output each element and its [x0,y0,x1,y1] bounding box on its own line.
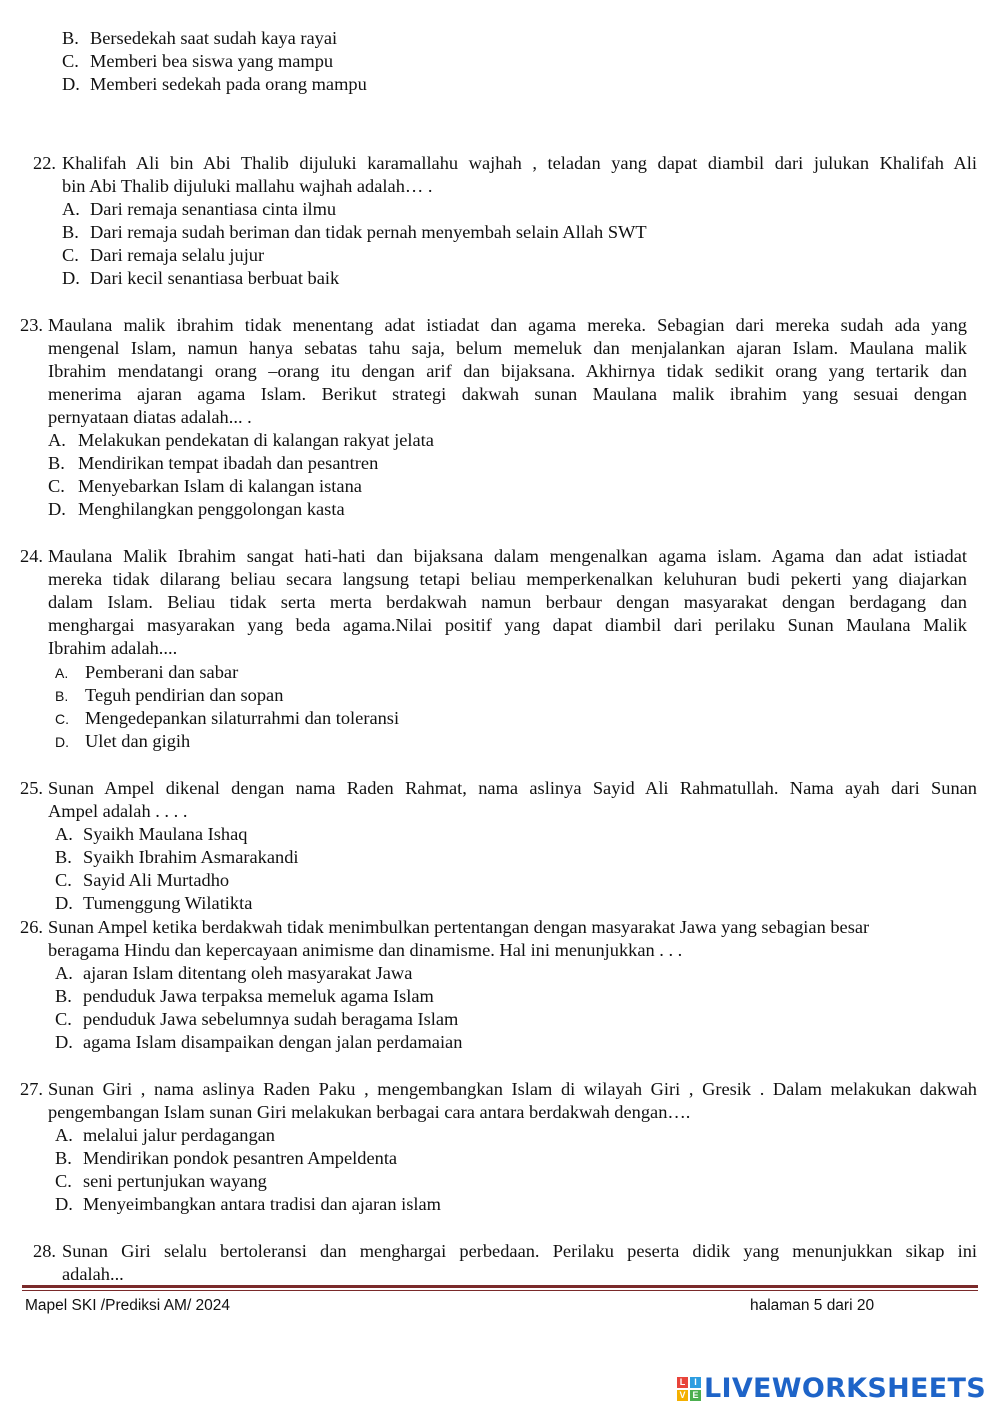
question-27-number: 27. [20,1079,43,1099]
question-24-text-line-4: menghargai masyarakan yang beda agama.Nilai positif yang dapat diambil dari perilaku Sunan Maulana Malik [48,615,967,635]
question-27-option-a[interactable] [55,1124,275,1147]
question-22-text-line-2: bin Abi Thalib dijuluki mallahu wajhah adalah… . [62,176,433,196]
question-25-text-line-2: Ampel adalah . . . . [48,801,188,821]
option-letter: C. [55,870,72,890]
question-22-option-a[interactable] [62,198,336,221]
option-text: Syaikh Ibrahim Asmarakandi [83,847,299,867]
question-23-text-line-4: menerima ajaran agama Islam. Berikut strategi dakwah sunan Maulana malik ibrahim yang sesuai dengan [48,384,967,404]
footer-divider-thick [22,1285,978,1288]
option-text: Menyebarkan Islam di kalangan istana [78,476,362,496]
option-text: Syaikh Maulana Ishaq [83,824,248,844]
question-22-text-line-1: Khalifah Ali bin Abi Thalib dijuluki karamallahu wajhah , teladan yang dapat diambil dari julukan Khalifah Ali [62,153,977,173]
question-23-text-line-3: Ibrahim mendatangi orang –orang itu dengan arif dan bijaksana. Akhirnya tidak sedikit orang yang tertarik dan [48,361,967,381]
option-letter: B. [55,688,69,704]
option-text: Teguh pendirian dan sopan [85,685,284,705]
footer-subject: Mapel SKI /Prediksi AM/ 2024 [25,1297,231,1314]
question-27-option-d[interactable] [55,1193,441,1216]
option-letter: B. [62,222,79,242]
question-23-option-a[interactable] [48,429,434,452]
option-letter: A. [55,665,69,681]
option-letter: D. [55,1032,73,1052]
question-26-text-line-1: Sunan Ampel ketika berdakwah tidak menimbulkan pertentangan dengan masyarakat Jawa yang sebagian besar [48,917,870,937]
question-26-option-a[interactable] [55,962,412,985]
option-letter: B. [55,986,72,1006]
question-28-text-line-1: Sunan Giri selalu bertoleransi dan menghargai perbedaan. Perilaku peserta didik yang menunjukkan sikap ini [62,1241,977,1261]
question-24-text-line-3: dalam Islam. Beliau tidak serta merta berdakwah namun berbaur dengan masyarakat dengan berdagang dan [48,592,967,612]
question-23-option-d[interactable] [48,498,345,521]
option-letter: C. [62,51,79,71]
question-28-number: 28. [33,1241,56,1261]
question-26-option-d[interactable] [55,1031,462,1054]
option-letter: D. [55,893,73,913]
question-27-option-b[interactable] [55,1147,397,1170]
option-text: Dari remaja sudah beriman dan tidak pernah menyembah selain Allah SWT [90,222,647,242]
question-25-option-d[interactable] [55,892,252,915]
option-text: Sayid Ali Murtadho [83,870,230,890]
question-25-option-a[interactable] [55,823,247,846]
liveworksheets-logo [677,1373,986,1404]
footer-page-number: halaman 5 dari 20 [750,1297,875,1314]
option-text: ajaran Islam ditentang oleh masyarakat Jawa [83,963,413,983]
question-24-option-a[interactable] [55,661,238,685]
question-25-text-line-1: Sunan Ampel dikenal dengan nama Raden Rahmat, nama aslinya Sayid Ali Rahmatullah. Nama ayah dari Sunan [48,778,977,798]
option-letter: A. [62,199,80,219]
question-22-option-c[interactable] [62,244,264,267]
question-23-option-b[interactable] [48,452,378,475]
question-25-number: 25. [20,778,43,798]
logo-wordmark: LIVEWORKSHEETS [703,1373,986,1404]
question-24-text-line-2: mereka tidak dilarang beliau secara langsung tetapi beliau memperkenalkan keluhuran budi pekerti yang diajarkan [48,569,967,589]
question-27-option-c[interactable] [55,1170,267,1193]
option-letter: D. [62,74,80,94]
prev-option-d [62,73,367,96]
question-22-number: 22. [33,153,56,173]
option-text: Mengedepankan silaturrahmi dan toleransi [85,708,400,728]
option-letter: C. [55,1009,72,1029]
option-text: Mendirikan pondok pesantren Ampeldenta [83,1148,398,1168]
question-26-number: 26. [20,917,43,937]
footer-divider-thin [22,1290,978,1291]
option-letter: A. [48,430,66,450]
option-text: melalui jalur perdagangan [83,1125,275,1145]
question-22-option-b[interactable] [62,221,647,244]
option-text: penduduk Jawa terpaksa memeluk agama Islam [83,986,434,1006]
question-23-text-line-5: pernyataan diatas adalah... . [48,407,252,427]
option-text: Dari remaja senantiasa cinta ilmu [90,199,337,219]
option-text: Ulet dan gigih [85,731,191,751]
question-27-text-line-1: Sunan Giri , nama aslinya Raden Paku , mengembangkan Islam di wilayah Giri , Gresik . Dalam melakukan dakwah [48,1079,977,1099]
prev-option-c [62,50,333,73]
option-text: Tumenggung Wilatikta [83,893,253,913]
option-text: Bersedekah saat sudah kaya rayai [90,28,338,48]
option-text: Menyeimbangkan antara tradisi dan ajaran islam [83,1194,441,1214]
question-28-text-line-2: adalah... [62,1264,124,1284]
question-25-option-c[interactable] [55,869,229,892]
question-24-text-line-5: Ibrahim adalah.... [48,638,178,658]
logo-tile: E [690,1390,701,1401]
option-letter: C. [62,245,79,265]
question-26-text-line-2: beragama Hindu dan kepercayaan animisme dan dinamisme. Hal ini menunjukkan . . . [48,940,683,960]
logo-tiles-icon [677,1377,701,1401]
option-letter: D. [62,268,80,288]
option-text: Melakukan pendekatan di kalangan rakyat jelata [78,430,434,450]
option-letter: C. [48,476,65,496]
option-letter: C. [55,1171,72,1191]
prev-option-b [62,27,337,50]
option-letter: B. [48,453,65,473]
question-23-number: 23. [20,315,43,335]
question-24-option-c[interactable] [55,707,399,731]
question-23-text-line-1: Maulana malik ibrahim tidak menentang adat istiadat dan agama mereka. Sebagian dari mereka sudah ada yang [48,315,967,335]
option-letter: D. [48,499,66,519]
question-23-text-line-2: mengenal Islam, namun hanya sebatas tahu saja, belum memeluk dan menjalankan ajaran Islam. Maulana malik [48,338,967,358]
question-22-option-d[interactable] [62,267,339,290]
question-24-option-b[interactable] [55,684,283,708]
option-letter: A. [55,963,73,983]
option-letter: C. [55,711,69,727]
option-text: Memberi bea siswa yang mampu [90,51,334,71]
option-letter: B. [62,28,79,48]
option-letter: D. [55,1194,73,1214]
question-23-option-c[interactable] [48,475,362,498]
option-text: Menghilangkan penggolongan kasta [78,499,345,519]
option-text: Dari remaja selalu jujur [90,245,265,265]
option-letter: B. [55,1148,72,1168]
option-text: agama Islam disampaikan dengan jalan perdamaian [83,1032,463,1052]
logo-tile: V [677,1390,688,1401]
option-text: Mendirikan tempat ibadah dan pesantren [78,453,379,473]
option-letter: A. [55,1125,73,1145]
question-25-option-b[interactable] [55,846,299,869]
logo-tile: I [690,1377,701,1388]
logo-tile: L [677,1377,688,1388]
option-letter: A. [55,824,73,844]
option-text: penduduk Jawa sebelumnya sudah beragama Islam [83,1009,459,1029]
option-text: Memberi sedekah pada orang mampu [90,74,367,94]
option-letter: D. [55,734,69,750]
question-24-number: 24. [20,546,43,566]
option-text: seni pertunjukan wayang [83,1171,267,1191]
option-text: Dari kecil senantiasa berbuat baik [90,268,340,288]
question-27-text-line-2: pengembangan Islam sunan Giri melakukan berbagai cara antara berdakwah dengan…. [48,1102,691,1122]
question-26-option-b[interactable] [55,985,434,1008]
option-text: Pemberani dan sabar [85,662,239,682]
question-26-option-c[interactable] [55,1008,458,1031]
option-letter: B. [55,847,72,867]
question-24-option-d[interactable] [55,730,190,754]
question-24-text-line-1: Maulana Malik Ibrahim sangat hati-hati dan bijaksana dalam mengenalkan agama islam. Agama dan adat istiadat [48,546,967,566]
